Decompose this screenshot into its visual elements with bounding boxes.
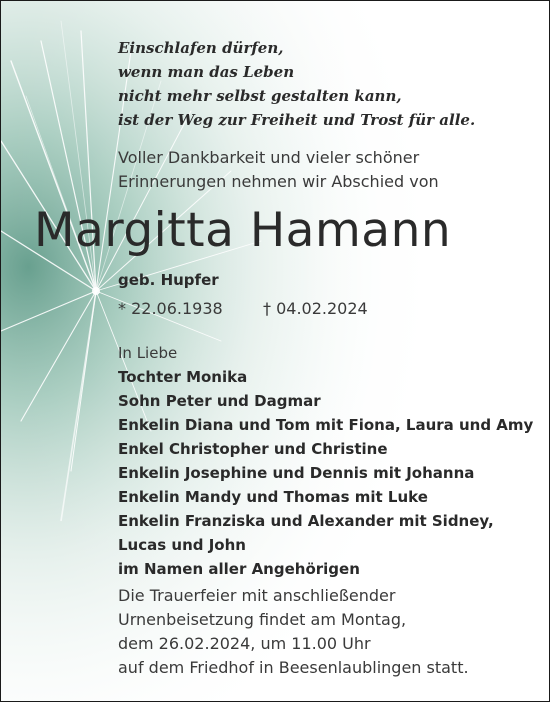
poem-line: wenn man das Leben (118, 63, 295, 81)
intro-line: Voller Dankbarkeit und vieler schöner (118, 148, 420, 167)
birth-name: geb. Hupfer (118, 271, 219, 289)
intro-text (118, 146, 439, 194)
service-line: Urnenbeisetzung findet am Montag, (118, 610, 407, 629)
service-line: auf dem Friedhof in Beesenlaublingen statt. (118, 658, 469, 677)
mourner-line: Enkelin Josephine und Dennis mit Johanna (118, 464, 475, 482)
service-line: Die Trauerfeier mit anschließender (118, 586, 396, 605)
mourner-line: Tochter Monika (118, 368, 248, 386)
mourners-list (118, 341, 533, 581)
death-date: † 04.02.2024 (263, 299, 368, 318)
mourner-line: Enkelin Franziska und Alexander mit Sidney, (118, 512, 494, 530)
service-line: dem 26.02.2024, um 11.00 Uhr (118, 634, 371, 653)
mourner-line: Lucas und John (118, 536, 246, 554)
mourner-line: Enkelin Mandy und Thomas mit Luke (118, 488, 428, 506)
deceased-name: Margitta Hamann (34, 203, 452, 258)
poem (118, 36, 475, 132)
mourner-line: Sohn Peter und Dagmar (118, 392, 321, 410)
poem-line: Einschlafen dürfen, (118, 39, 284, 57)
mourner-line: Enkel Christopher und Christine (118, 440, 388, 458)
mourner-line: im Namen aller Angehörigen (118, 560, 360, 578)
intro-line: Erinnerungen nehmen wir Abschied von (118, 172, 439, 191)
poem-line: nicht mehr selbst gestalten kann, (118, 87, 402, 105)
birth-date: * 22.06.1938 (118, 299, 223, 318)
life-dates (118, 299, 368, 318)
funeral-service-info (118, 584, 469, 680)
mourner-line: Enkelin Diana und Tom mit Fiona, Laura und Amy (118, 416, 534, 434)
mourners-lead: In Liebe (118, 344, 178, 362)
obituary-content (1, 1, 549, 701)
poem-line: ist der Weg zur Freiheit und Trost für alle. (118, 111, 476, 129)
